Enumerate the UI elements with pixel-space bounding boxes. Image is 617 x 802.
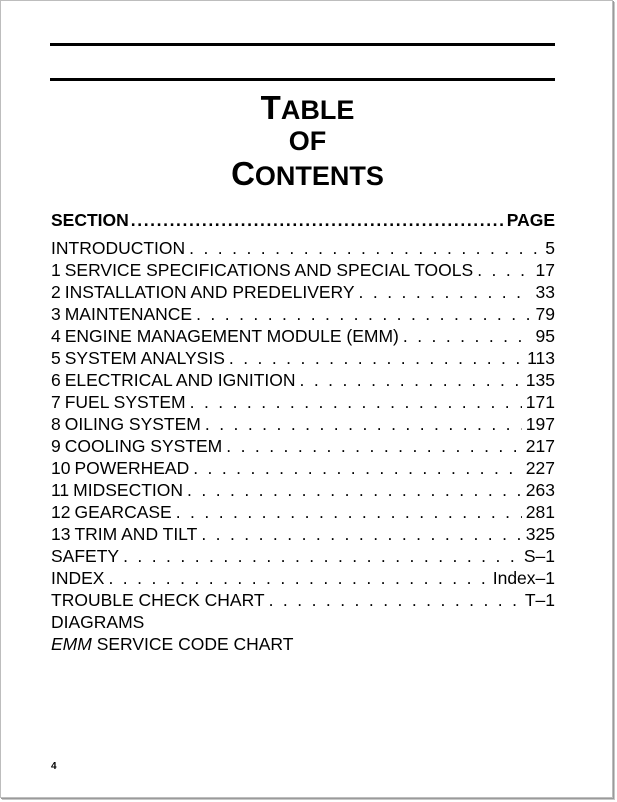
- table-of-contents: [51, 209, 555, 655]
- page-number: 4: [51, 761, 57, 772]
- page-reference: 281: [525, 502, 555, 522]
- toc-entry[interactable]: [51, 347, 555, 369]
- toc-entry[interactable]: [51, 259, 555, 281]
- page-reference: 33: [535, 282, 555, 302]
- toc-entry[interactable]: [51, 501, 555, 523]
- page-reference: 113: [527, 348, 555, 368]
- section-name: FUEL SYSTEM: [64, 392, 186, 412]
- title-line-3: CONTENTS: [231, 155, 384, 192]
- section-number: 8: [51, 414, 61, 434]
- section-name: ENGINE MANAGEMENT MODULE (EMM): [64, 326, 399, 346]
- section-name: TROUBLE CHECK CHART: [51, 590, 265, 610]
- section-number: 11: [51, 480, 70, 500]
- page-reference: 95: [535, 326, 555, 346]
- section-number: 10: [51, 458, 71, 478]
- leader-dots: [131, 209, 505, 231]
- page-reference: 17: [535, 260, 555, 280]
- leader-dots: [226, 435, 522, 457]
- section-name: INSTALLATION AND PREDELIVERY: [64, 282, 355, 302]
- page-reference: 227: [525, 458, 555, 478]
- section-name: POWERHEAD: [74, 458, 190, 478]
- section-number: 9: [51, 436, 61, 456]
- toc-entries: [51, 237, 555, 611]
- leader-dots: [190, 391, 522, 413]
- leader-dots: [300, 369, 522, 391]
- leader-dots: [269, 589, 521, 611]
- section-number: 6: [51, 370, 61, 390]
- page-reference: S–1: [523, 546, 555, 566]
- toc-entry[interactable]: [51, 479, 555, 501]
- section-name: GEARCASE: [74, 502, 172, 522]
- title-line-1: TABLE: [260, 89, 355, 126]
- toc-entry[interactable]: [51, 545, 555, 567]
- section-name: COOLING SYSTEM: [64, 436, 223, 456]
- toc-header: [51, 209, 555, 231]
- leader-dots: [477, 259, 531, 281]
- toc-entry-diagrams[interactable]: DIAGRAMS: [51, 612, 145, 632]
- section-name: OILING SYSTEM: [64, 414, 201, 434]
- leader-dots: [187, 479, 522, 501]
- toc-entry[interactable]: [51, 589, 555, 611]
- toc-entry[interactable]: [51, 413, 555, 435]
- leader-dots: [229, 347, 523, 369]
- leader-dots: [108, 567, 488, 589]
- section-number: 7: [51, 392, 61, 412]
- toc-entry[interactable]: [51, 303, 555, 325]
- section-name: INDEX: [51, 568, 105, 588]
- page-reference: 197: [525, 414, 555, 434]
- second-rule: [50, 78, 555, 81]
- leader-dots: [196, 303, 531, 325]
- leader-dots: [176, 501, 522, 523]
- section-name: SYSTEM ANALYSIS: [64, 348, 225, 368]
- section-number: 5: [51, 348, 61, 368]
- section-name: MIDSECTION: [73, 480, 184, 500]
- page-reference: 171: [525, 392, 555, 412]
- section-number: 12: [51, 502, 71, 522]
- section-name: ELECTRICAL AND IGNITION: [64, 370, 296, 390]
- leader-dots: [123, 545, 520, 567]
- toc-entry[interactable]: [51, 435, 555, 457]
- section-name: SERVICE SPECIFICATIONS AND SPECIAL TOOLS: [64, 260, 474, 280]
- page-heading: PAGE: [506, 210, 555, 230]
- toc-entry-emm-chart[interactable]: EMM SERVICE CODE CHART: [51, 634, 294, 654]
- section-name: SAFETY: [51, 546, 120, 566]
- top-rule: [50, 43, 555, 46]
- section-number: 2: [51, 282, 61, 302]
- section-number: 13: [51, 524, 71, 544]
- page-reference: 79: [535, 304, 555, 324]
- toc-entry[interactable]: [51, 237, 555, 259]
- section-number: 4: [51, 326, 61, 346]
- toc-entry[interactable]: [51, 325, 555, 347]
- page-reference: 217: [525, 436, 555, 456]
- leader-dots: [205, 413, 522, 435]
- leader-dots: [359, 281, 532, 303]
- section-number: 1: [51, 260, 61, 280]
- leader-dots: [403, 325, 532, 347]
- page-reference: 135: [525, 370, 555, 390]
- page-reference: 263: [525, 480, 555, 500]
- title-line-2: OF: [288, 126, 327, 156]
- toc-entry[interactable]: [51, 281, 555, 303]
- toc-entry[interactable]: [51, 523, 555, 545]
- toc-entry[interactable]: [51, 391, 555, 413]
- section-name: INTRODUCTION: [51, 238, 186, 258]
- leader-dots: [201, 523, 521, 545]
- page-reference: Index–1: [492, 568, 555, 588]
- leader-dots: [189, 237, 541, 259]
- leader-dots: [193, 457, 522, 479]
- section-name: TRIM AND TILT: [74, 524, 198, 544]
- section-number: 3: [51, 304, 61, 324]
- page-reference: 325: [525, 524, 555, 544]
- section-heading: SECTION: [51, 210, 129, 230]
- page-reference: T–1: [524, 590, 555, 610]
- section-name: MAINTENANCE: [64, 304, 193, 324]
- page-reference: 5: [545, 238, 555, 258]
- toc-entry[interactable]: [51, 457, 555, 479]
- toc-entry[interactable]: [51, 567, 555, 589]
- toc-entry[interactable]: [51, 369, 555, 391]
